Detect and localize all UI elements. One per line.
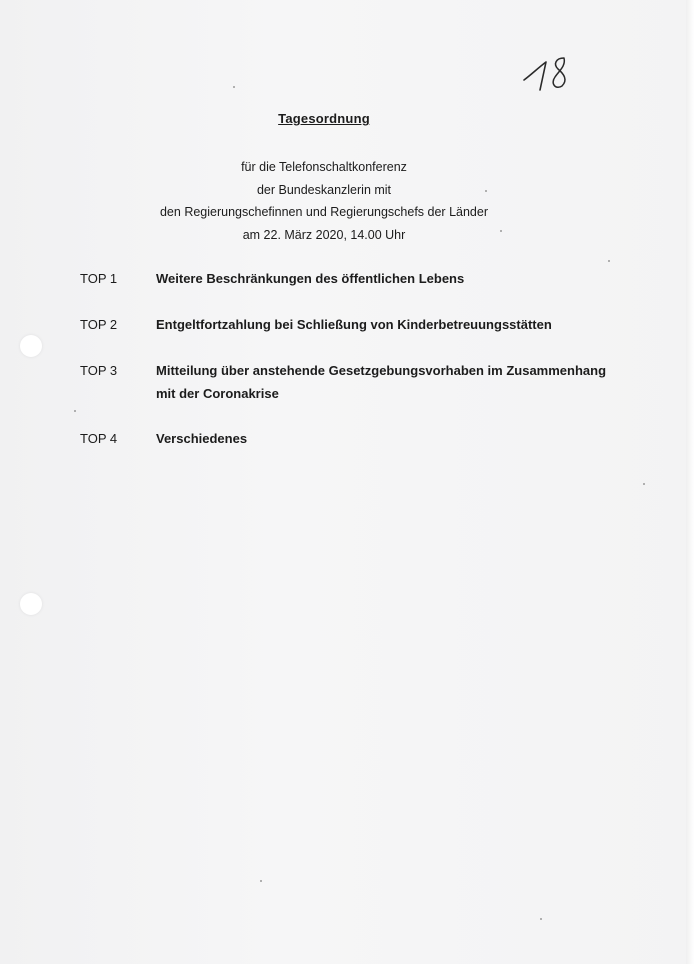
punch-hole-top: [20, 335, 42, 357]
scan-speck: [540, 918, 542, 920]
scan-speck: [608, 260, 610, 262]
meeting-details-line: den Regierungschefinnen und Regierungschefs der Länder: [159, 205, 488, 219]
agenda-item-number: TOP 2: [80, 317, 118, 332]
scan-speck: [500, 230, 502, 232]
document-title: Tagesordnung: [278, 111, 370, 126]
meeting-details: [0, 156, 648, 246]
handwritten-page-number: [520, 50, 580, 98]
agenda-item-number: TOP 3: [80, 363, 118, 378]
punch-hole-bottom: [20, 593, 42, 615]
scan-speck: [485, 190, 487, 192]
agenda-item-text: Verschiedenes: [156, 431, 248, 446]
agenda-item-number: TOP 4: [80, 431, 118, 446]
meeting-date-line: am 22. März 2020, 14.00 Uhr: [242, 227, 406, 242]
scan-speck: [74, 410, 76, 412]
meeting-details-line: für die Telefonschaltkonferenz: [241, 160, 407, 174]
agenda-item-text: Weitere Beschränkungen des öffentlichen Lebens: [156, 271, 465, 286]
page-edge: [686, 0, 700, 964]
agenda-item-text: Mitteilung über anstehende Gesetzgebungsvorhaben im Zusammenhang mit der Coronakrise: [156, 363, 607, 401]
agenda-item-text: Entgeltfortzahlung bei Schließung von Kinderbetreuungsstätten: [156, 317, 552, 332]
scan-speck: [260, 880, 262, 882]
scan-speck: [643, 483, 645, 485]
scan-speck: [233, 86, 235, 88]
agenda-item-number: TOP 1: [80, 271, 118, 286]
meeting-details-line: der Bundeskanzlerin mit: [256, 182, 392, 197]
